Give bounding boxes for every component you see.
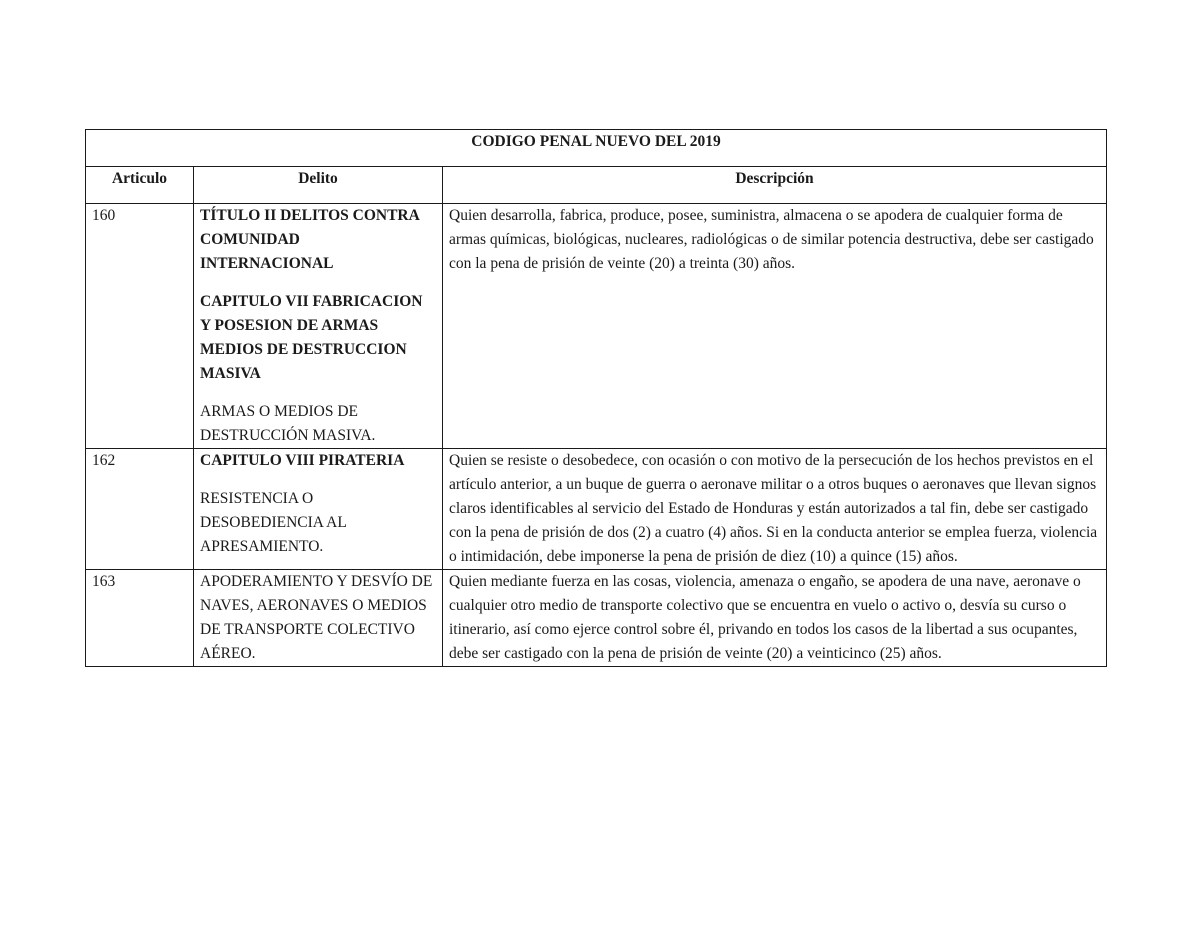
- delito-cell: [194, 570, 443, 667]
- descripcion-cell: Quien se resiste o desobedece, con ocasión o con motivo de la persecución de los hechos previstos en el artículo anterior, a un buque de guerra o aeronave militar o a otros buques o aeronaves que llevan signos claros identificables al servicio del Estado de Honduras y están autorizados a tal fin, debe ser castigado con la pena de prisión de dos (2) a cuatro (4) años. Si en la conducta anterior se emplea fuerza, violencia o intimidación, debe imponerse la pena de prisión de diez (10) a quince (15) años.: [443, 449, 1107, 570]
- header-delito: Delito: [194, 167, 443, 204]
- articulo-number: 162: [86, 449, 194, 570]
- articulo-number: 160: [86, 204, 194, 449]
- delito-nombre: APODERAMIENTO Y DESVÍO DE NAVES, AERONAVES O MEDIOS DE TRANSPORTE COLECTIVO AÉREO.: [200, 573, 433, 662]
- header-descripcion: Descripción: [443, 167, 1107, 204]
- table-row: [86, 570, 1107, 667]
- table-header-row: [86, 167, 1107, 204]
- table-row: [86, 449, 1107, 570]
- delito-cell: [194, 204, 443, 449]
- descripcion-cell: Quien mediante fuerza en las cosas, violencia, amenaza o engaño, se apodera de una nave, aeronave o cualquier otro medio de transporte colectivo que se encuentra en vuelo o activo o, desvía su curso o itinerario, así como ejerce control sobre él, privando en todos los casos de la libertad a sus ocupantes, debe ser castigado con la pena de prisión de veinte (20) a veinticinco (25) años.: [443, 570, 1107, 667]
- header-articulo: Articulo: [86, 167, 194, 204]
- delito-capitulo: CAPITULO VII FABRICACION Y POSESION DE ARMAS MEDIOS DE DESTRUCCION MASIVA: [200, 293, 423, 382]
- delito-nombre: RESISTENCIA O DESOBEDIENCIA AL APRESAMIENTO.: [200, 490, 347, 555]
- table-title: CODIGO PENAL NUEVO DEL 2019: [86, 130, 1107, 167]
- descripcion-cell: Quien desarrolla, fabrica, produce, posee, suministra, almacena o se apodera de cualquier forma de armas químicas, biológicas, nucleares, radiológicas o de similar potencia destructiva, debe ser castigado con la pena de prisión de veinte (20) a treinta (30) años.: [443, 204, 1107, 449]
- delito-capitulo: CAPITULO VIII PIRATERIA: [200, 452, 405, 469]
- table-row: [86, 204, 1107, 449]
- delito-cell: [194, 449, 443, 570]
- table-title-row: [86, 130, 1107, 167]
- delito-nombre: ARMAS O MEDIOS DE DESTRUCCIÓN MASIVA.: [200, 403, 376, 444]
- delito-titulo: TÍTULO II DELITOS CONTRA COMUNIDAD INTERNACIONAL: [200, 207, 419, 272]
- articulo-number: 163: [86, 570, 194, 667]
- penal-code-table: [85, 129, 1107, 667]
